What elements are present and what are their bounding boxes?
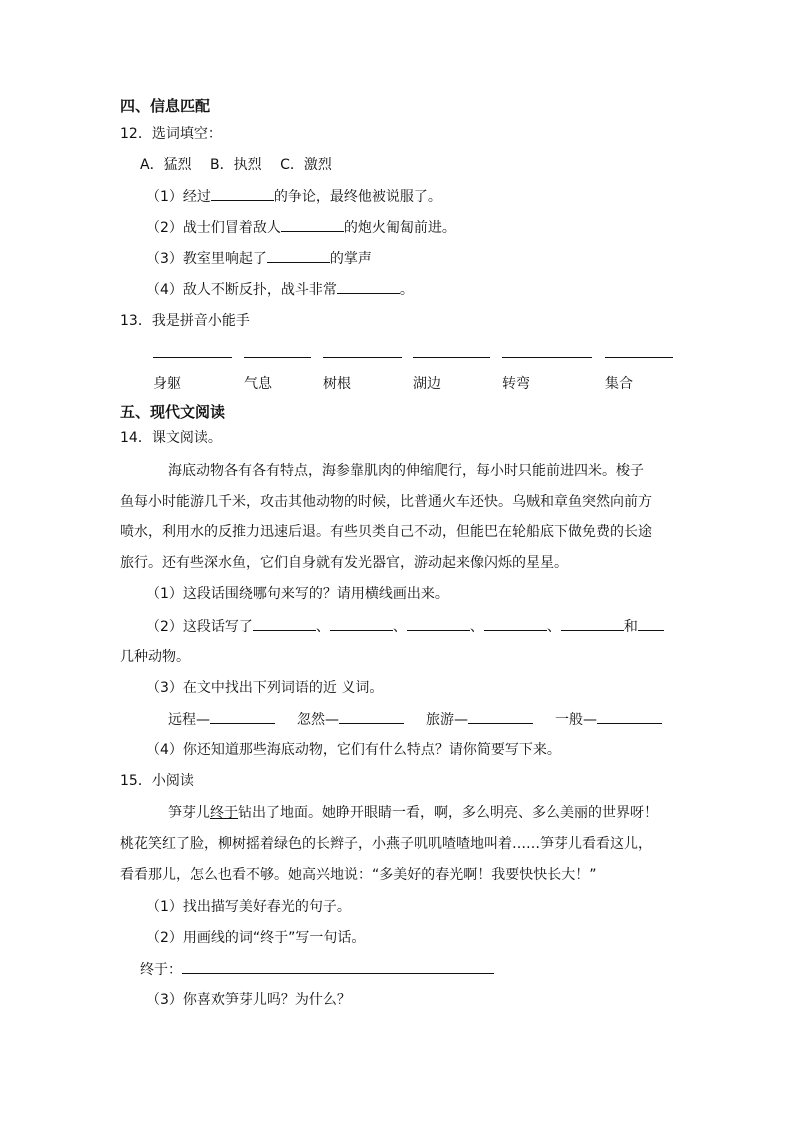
- answer-blank[interactable]: [211, 186, 274, 201]
- q12-item-3-pre: （3）教室里响起了: [146, 251, 267, 267]
- q12-item-4: [146, 279, 414, 300]
- q12-item-4-pre: （4）敌人不断反扑，战斗非常: [146, 282, 337, 298]
- separator: 、: [392, 619, 407, 635]
- pinyin-blank[interactable]: [605, 357, 673, 358]
- q12-item-1-pre: （1）经过: [146, 189, 211, 205]
- pinyin-blank[interactable]: [244, 357, 311, 358]
- q14-sub2: [146, 616, 664, 637]
- answer-blank[interactable]: [281, 217, 344, 232]
- q12-item-2-post: 的炮火匍匐前进。: [343, 220, 456, 236]
- synonym-item: 忽然—: [297, 712, 339, 728]
- answer-blank[interactable]: [407, 616, 470, 631]
- q14-sub2-end: 几种动物。: [120, 649, 190, 665]
- q15-fill-row: [140, 959, 494, 980]
- synonym-item: 一般—: [555, 712, 597, 728]
- q12-label: 12．选词填空：: [120, 126, 222, 142]
- q15-passage-line-1: [168, 803, 658, 823]
- q14-passage-line-2: 鱼每小时能游几千米，攻击其他动物的时候，比普通火车还快。乌贼和章鱼突然向前方: [120, 494, 652, 510]
- pinyin-blank[interactable]: [323, 357, 402, 358]
- pinyin-word: 转弯: [502, 376, 530, 392]
- underlined-word: 终于: [210, 805, 238, 821]
- answer-blank[interactable]: [330, 616, 393, 631]
- pinyin-blank[interactable]: [413, 357, 490, 358]
- separator: 、: [546, 619, 561, 635]
- q12-item-2: [146, 217, 456, 238]
- q15-passage-line-2: 桃花笑红了脸，柳树摇着绿色的长辫子，小燕子叽叽喳喳地叫着……笋芽儿看看这儿，: [120, 836, 652, 852]
- and-word: 和: [623, 619, 638, 635]
- answer-blank[interactable]: [561, 616, 624, 631]
- q12-item-3: [146, 248, 372, 269]
- section-5-title: 五、现代文阅读: [120, 403, 226, 421]
- q15-sub2: （2）用画线的词“终于”写一句话。: [146, 930, 366, 946]
- q14-sub1: （1）这段话围绕哪句来写的？请用横线画出来。: [146, 586, 449, 602]
- q15-p1-post: 钻出了地面。她睁开眼睛一看，啊，多么明亮、多么美丽的世界呀！: [238, 805, 658, 821]
- answer-blank[interactable]: [253, 616, 316, 631]
- pinyin-word: 树根: [323, 376, 351, 392]
- q15-p1-pre: 笋芽儿: [168, 805, 210, 821]
- pinyin-word: 气息: [244, 376, 272, 392]
- answer-blank[interactable]: [638, 616, 664, 631]
- q12-item-1: [146, 186, 442, 207]
- pinyin-blank[interactable]: [153, 357, 232, 358]
- answer-blank[interactable]: [339, 709, 404, 724]
- answer-blank[interactable]: [484, 616, 547, 631]
- answer-blank[interactable]: [337, 279, 400, 294]
- answer-blank[interactable]: [597, 709, 662, 724]
- synonym-row: [168, 709, 662, 730]
- q12-item-4-post: 。: [399, 282, 414, 298]
- synonym-item: 远程—: [168, 712, 210, 728]
- pinyin-blank[interactable]: [502, 357, 592, 358]
- q15-label: 15．小阅读: [120, 773, 194, 789]
- q14-sub4: （4）你还知道那些海底动物，它们有什么特点？请你简要写下来。: [146, 742, 561, 758]
- q14-label: 14．课文阅读。: [120, 430, 222, 446]
- q14-passage-line-1: 海底动物各有各有特点，海参靠肌肉的伸缩爬行，每小时只能前进四米。梭子: [168, 463, 644, 479]
- q15-sub3: （3）你喜欢笋芽儿吗？为什么？: [146, 992, 351, 1008]
- synonym-item: 旅游—: [426, 712, 468, 728]
- q14-passage-line-3: 喷水，利用水的反推力迅速后退。有些贝类自己不动，但能巴在轮船底下做免费的长途: [120, 524, 652, 540]
- q14-sub3: （3）在文中找出下列词语的近 义词。: [146, 680, 384, 696]
- q12-item-3-post: 的掌声: [329, 251, 372, 267]
- answer-blank[interactable]: [210, 709, 275, 724]
- fill-label: 终于：: [140, 962, 182, 978]
- pinyin-word: 湖边: [413, 376, 441, 392]
- separator: 、: [315, 619, 330, 635]
- separator: 、: [469, 619, 484, 635]
- q15-sub1: （1）找出描写美好春光的句子。: [146, 899, 351, 915]
- answer-blank[interactable]: [182, 959, 494, 974]
- pinyin-word: 集合: [605, 376, 633, 392]
- q12-options: A．猛烈 B．执烈 C．激烈: [140, 157, 332, 173]
- answer-blank[interactable]: [267, 248, 330, 263]
- pinyin-word: 身躯: [153, 376, 181, 392]
- q13-label: 13．我是拼音小能手: [120, 313, 250, 329]
- q12-item-1-post: 的争论，最终他被说服了。: [273, 189, 442, 205]
- q14-passage-line-4: 旅行。还有些深水鱼，它们自身就有发光器官，游动起来像闪烁的星星。: [120, 555, 568, 571]
- section-4-title: 四、信息匹配: [120, 97, 211, 115]
- q12-item-2-pre: （2）战士们冒着敌人: [146, 220, 281, 236]
- q14-sub2-pre: （2）这段话写了: [146, 619, 253, 635]
- q15-passage-line-3: 看看那儿，怎么也看不够。她高兴地说：“多美好的春光啊！我要快快长大！”: [120, 867, 597, 883]
- answer-blank[interactable]: [468, 709, 533, 724]
